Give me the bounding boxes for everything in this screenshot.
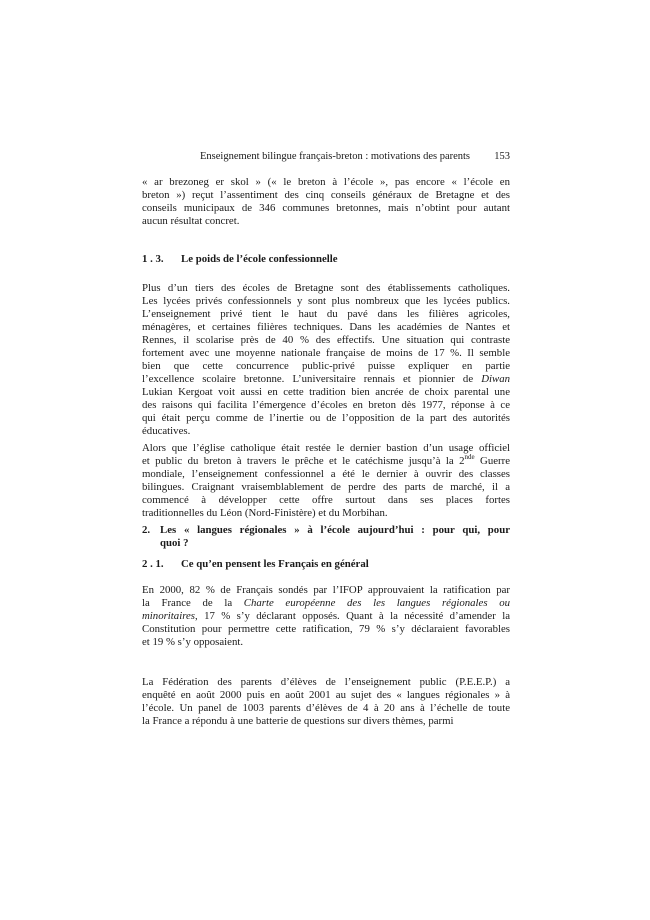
text-line: [142, 494, 510, 507]
text-line: [142, 468, 510, 481]
text-line: [142, 442, 510, 455]
paragraph-ifop-survey: [142, 584, 510, 649]
text-run: Plus d’un tiers des écoles de Bretagne sont des établissements catholiques.: [142, 282, 510, 294]
text-line: [142, 610, 510, 623]
superscript: nde: [464, 453, 475, 461]
heading-title: Le poids de l’école confessionnelle: [181, 253, 338, 265]
text-line: [142, 334, 510, 347]
text-run: mondiale, l’enseignement confessionnel a été le dernier à ouvrir des classes: [142, 468, 510, 480]
text-run: breton ») reçut l’assentiment des cinq conseils généraux de Bretagne et des: [142, 189, 510, 201]
text-line: [142, 215, 510, 228]
running-header: [200, 151, 510, 162]
text-line: [142, 584, 510, 597]
heading-2: [142, 524, 510, 550]
text-line: [142, 295, 510, 308]
text-line: [142, 189, 510, 202]
italic-text: Diwan: [481, 373, 510, 385]
text-run: conseils municipaux de 346 communes bretonnes, mais n’obtint pour autant: [142, 202, 510, 214]
text-line: [142, 321, 510, 334]
text-line: [142, 176, 510, 189]
heading-number: 1 . 3.: [142, 253, 164, 265]
text-line: [142, 636, 510, 649]
text-run: des raisons qui facilita l’émergence d’écoles en breton dès 1977, réponse à ce: [142, 399, 510, 411]
text-line: [142, 676, 510, 689]
text-run: Lukian Kergoat voit aussi en cette tradition bien ancrée de choix parental une: [142, 386, 510, 398]
text-run: Constitution pour permettre cette ratification, 79 % s’y déclaraient favorables: [142, 623, 510, 635]
text-line: [142, 715, 510, 728]
text-line: [142, 373, 510, 386]
text-line: [142, 386, 510, 399]
text-run: enquêté en août 2000 puis en août 2001 au sujet des « langues régionales » à: [142, 689, 510, 701]
paragraph-catholic-church: [142, 442, 510, 520]
text-line: [142, 689, 510, 702]
text-run: Guerre: [474, 455, 511, 467]
text-line: [142, 597, 510, 610]
text-line: [142, 507, 510, 520]
text-run: L’enseignement privé tient le haut du pavé dans les filières agricoles,: [142, 308, 510, 320]
text-line: [142, 481, 510, 494]
heading-2-1: [142, 558, 510, 571]
text-run: fortement avec une moyenne nationale française de moins de 17 %. Il semble: [142, 347, 510, 359]
text-run: qui était perçu comme de l’inertie ou de l’opposition de la part des autorités: [142, 412, 510, 424]
heading-title-line2: quoi ?: [160, 537, 189, 549]
text-run: l’école. Un panel de 1003 parents d’élèves de 4 à 20 ans à l’échelle de toute: [142, 702, 510, 714]
text-line: [142, 455, 510, 468]
text-line: [142, 282, 510, 295]
text-line: [142, 702, 510, 715]
text-run: Alors que l’église catholique était restée le dernier bastion d’un usage officiel: [142, 442, 510, 454]
italic-text: minoritaires: [142, 610, 195, 622]
text-line: [142, 360, 510, 373]
text-run: Les lycées privés confessionnels y sont plus nombreux que les lycées publics.: [142, 295, 510, 307]
heading-title-line1: Les « langues régionales » à l’école aujourd’hui : pour qui, pour: [160, 524, 510, 536]
text-line: [142, 399, 510, 412]
text-line: [142, 308, 510, 321]
text-run: En 2000, 82 % de Français sondés par l’IFOP approuvaient la ratification par: [142, 584, 510, 596]
paragraph-confessional-schools: [142, 282, 510, 438]
heading-number: 2.: [142, 524, 151, 536]
text-run: éducatives.: [142, 425, 191, 437]
text-line: [142, 347, 510, 360]
text-line: [142, 412, 510, 425]
text-line: [142, 202, 510, 215]
text-run: La Fédération des parents d’élèves de l’enseignement public (P.E.E.P.) a: [142, 676, 510, 688]
text-run: la France a répondu à une batterie de questions sur divers thèmes, parmi: [142, 715, 454, 727]
text-run: aucun résultat concret.: [142, 215, 240, 227]
text-run: et public du breton à travers le prêche et le catéchisme jusqu’à la 2: [142, 455, 465, 467]
paragraph-intro: [142, 176, 510, 228]
heading-title: Ce qu’en pensent les Français en général: [181, 558, 369, 570]
text-run: commencé à développer cette offre surtout dans ses places fortes: [142, 494, 510, 506]
text-run: l’excellence scolaire bretonne. L’universitaire rennais et pionnier de: [142, 373, 482, 385]
text-line: [142, 623, 510, 636]
text-line: [142, 425, 510, 438]
text-run: traditionnelles du Léon (Nord-Finistère) et du Morbihan.: [142, 507, 388, 519]
text-run: , 17 % s’y déclarant opposés. Quant à la nécessité d’amender la: [195, 610, 510, 622]
italic-text: Charte européenne des les langues régionales ou: [243, 597, 510, 609]
text-run: bilingues. Craignant vraisemblablement de perdre des parts de marché, il a: [142, 481, 510, 493]
heading-number: 2 . 1.: [142, 558, 164, 570]
text-run: « ar brezoneg er skol » (« le breton à l’école », pas encore « l’école en: [142, 176, 510, 188]
heading-1-3: [142, 253, 510, 266]
text-run: la France de la: [142, 597, 244, 609]
paragraph-peep-survey: [142, 676, 510, 728]
text-run: Rennes, il scolarise près de 40 % des effectifs. Une situation qui contraste: [142, 334, 510, 346]
text-run: ménagères, et certaines filières techniques. Dans les académies de Nantes et: [142, 321, 510, 333]
text-run: et 19 % s’y opposaient.: [142, 636, 244, 648]
page-number: 153: [494, 151, 510, 162]
text-run: bien que cette concurrence public-privé puisse expliquer en partie: [142, 360, 510, 372]
running-title: Enseignement bilingue français-breton : motivations des parents: [200, 151, 471, 162]
